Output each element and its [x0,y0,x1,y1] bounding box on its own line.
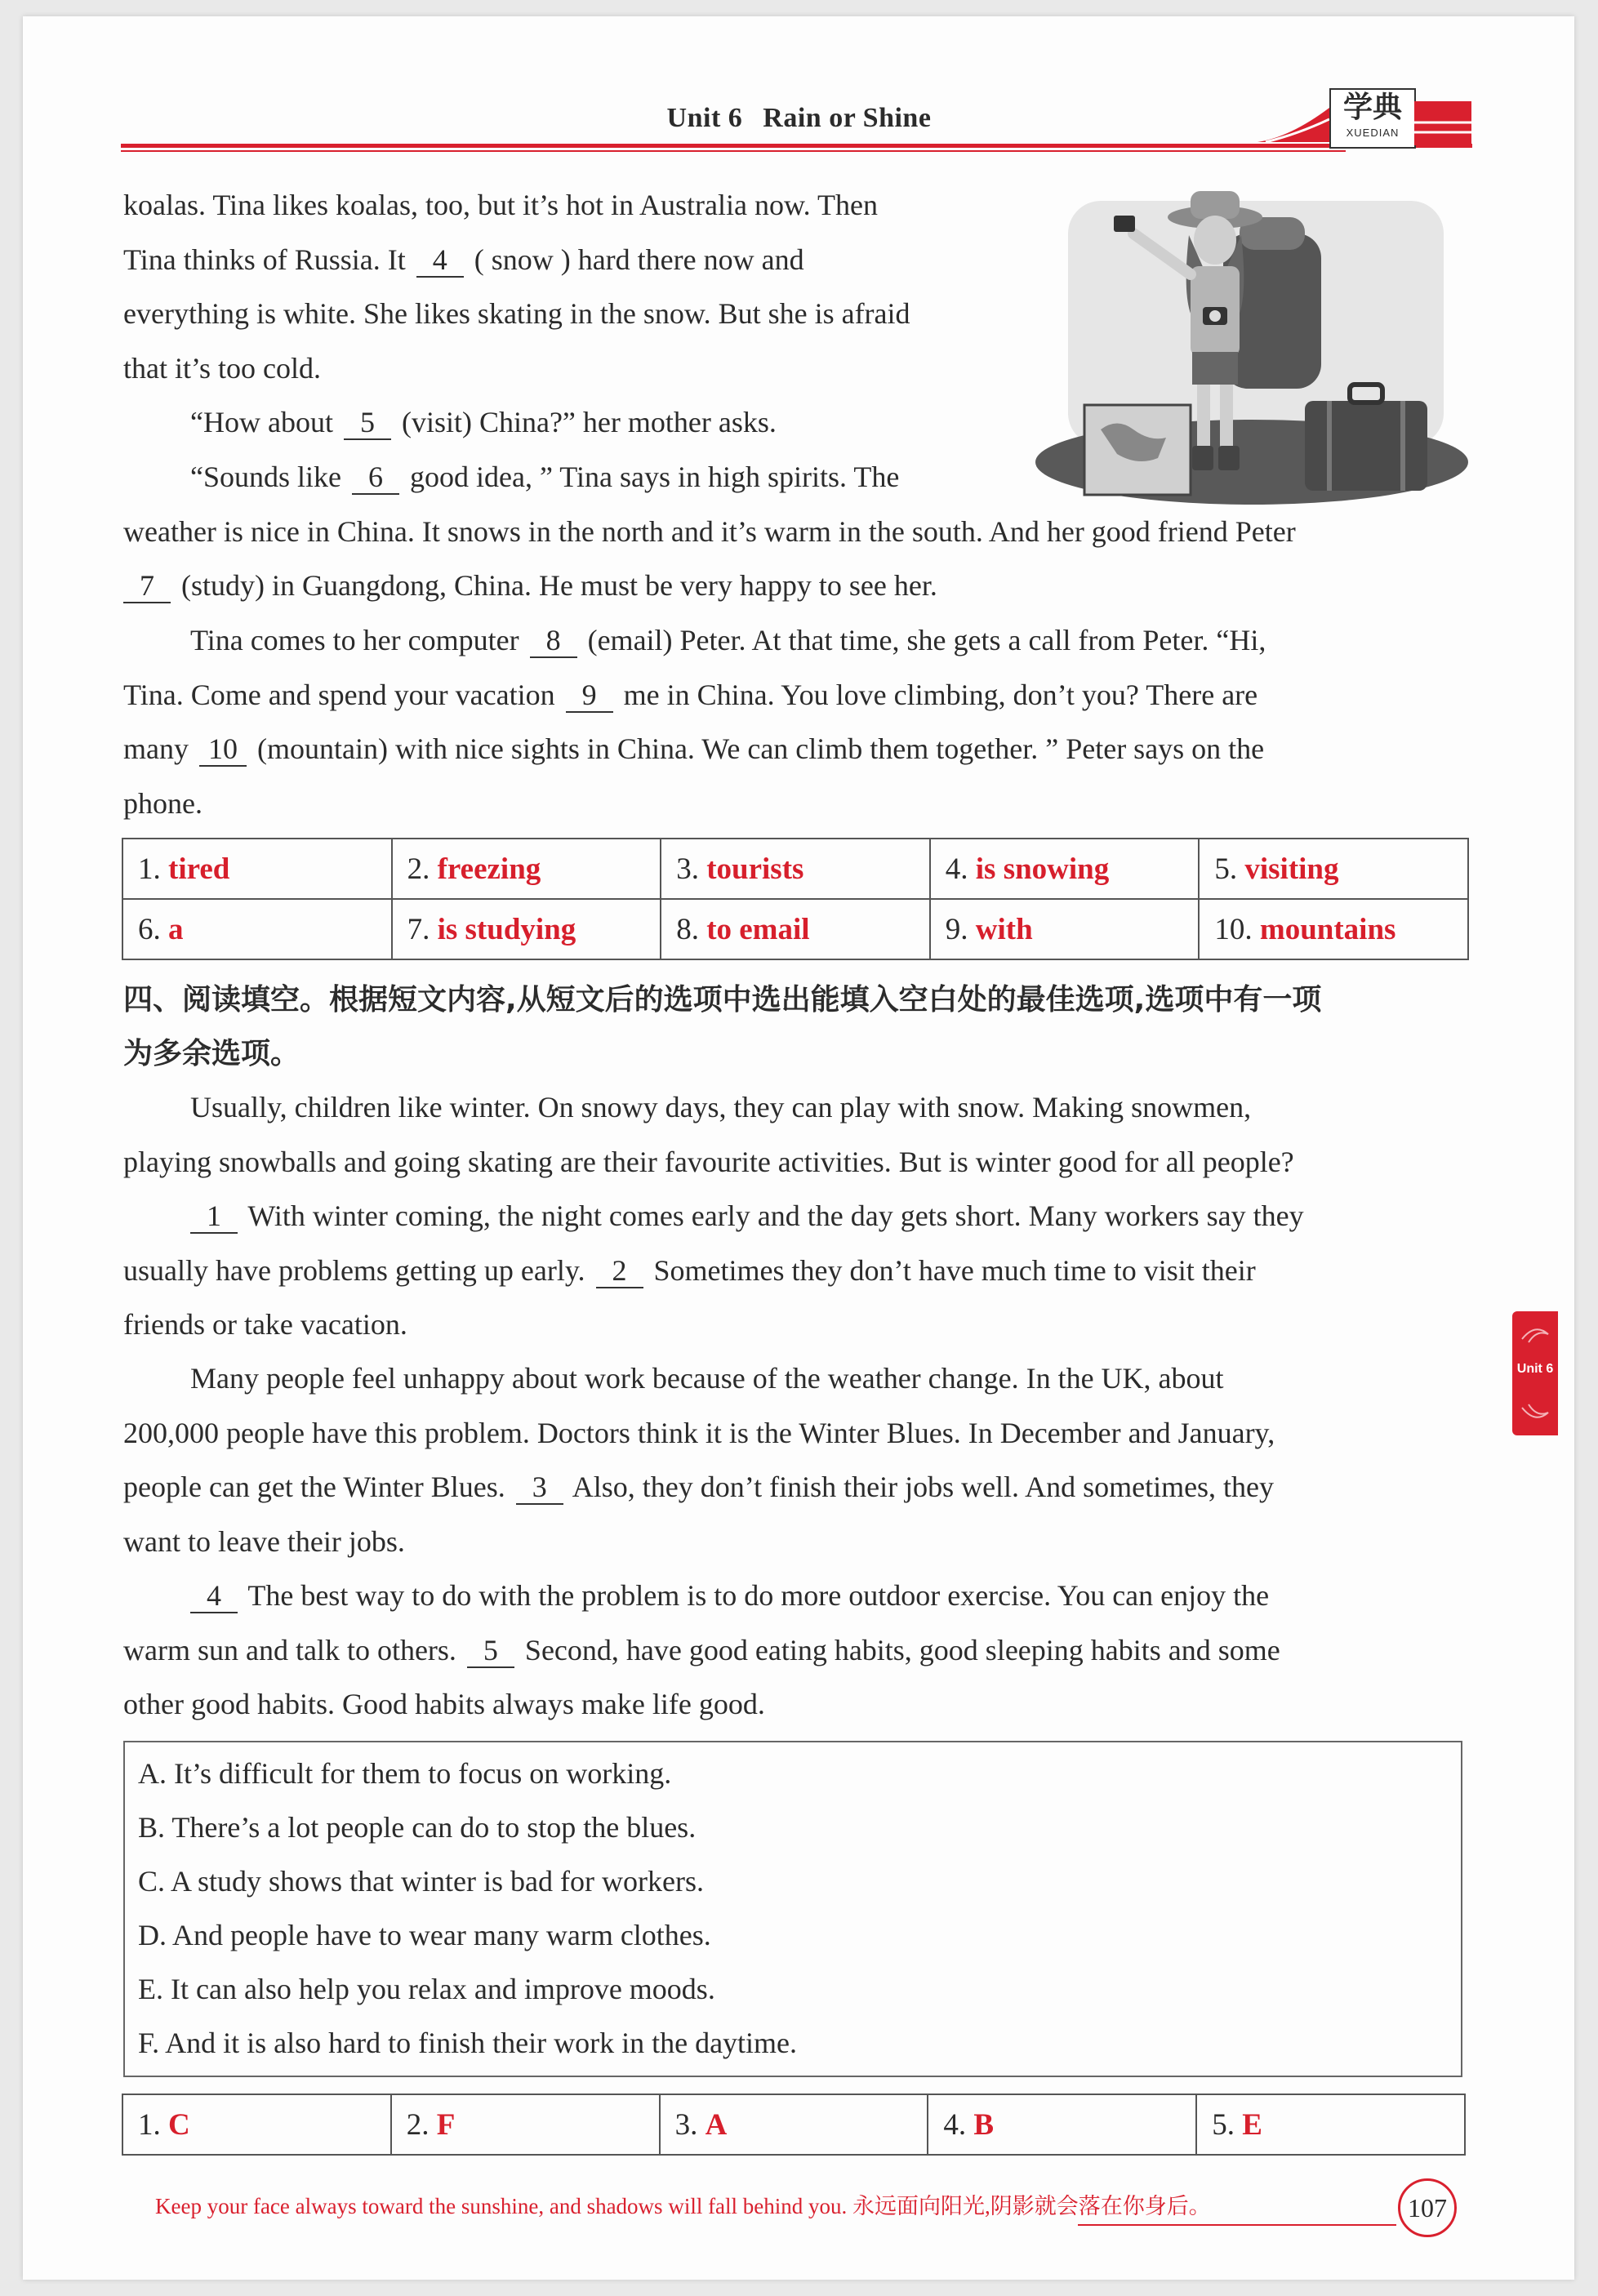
footer-rule [1078,2224,1396,2226]
text-fragment: With winter coming, the night comes early and the day gets short. Many workers say they [247,1199,1304,1232]
text-line: want to leave their jobs. [123,1524,405,1558]
option-b: B. There’s a lot people can do to stop the blues. [138,1811,697,1844]
option-e: E. It can also help you relax and improve moods. [138,1973,715,2005]
section-4-title [123,973,1471,1081]
logo [1329,88,1416,149]
passage1-paragraph3 [123,450,1468,613]
passage2-paragraph2 [123,1189,1468,1352]
text-fragment: (study) in Guangdong, China. He must be very happy to see her. [181,569,937,602]
answer-cell: 6. a [122,899,392,959]
text-line: phone. [123,786,203,820]
text-line: that it’s too cold. [123,351,321,385]
answer-cell: 7. is studying [392,899,661,959]
header-rule-thin [121,150,1346,152]
text-fragment: “Sounds like [190,461,341,493]
text-line: other good habits. Good habits always make life good. [123,1688,765,1720]
blank-7: 7 [123,569,171,603]
text-line [123,450,1015,505]
answer-cell: 8. to email [661,899,930,959]
text-fragment: me in China. You love climbing, don’t you? There are [623,678,1258,711]
text-line: Usually, children like winter. On snowy days, they can play with snow. Making snowmen, [190,1091,1252,1124]
text-fragment: (email) Peter. At that time, she gets a call from Peter. “Hi, [587,624,1266,656]
text-fragment: “How about [190,406,333,438]
answer-cell: 3. A [660,2094,928,2155]
table-row [122,839,1468,899]
blank-5: 5 [467,1634,514,1668]
text-fragment: Second, have good eating habits, good sleeping habits and some [524,1633,1280,1666]
text-fragment: usually have problems getting up early. [123,1253,585,1287]
table-row [122,2094,1465,2155]
text-line [123,1623,1468,1678]
text-line [123,1244,1468,1298]
text-fragment: (visit) China?” her mother asks. [401,406,777,438]
passage1-paragraph4 [123,613,1468,830]
side-tab-label: Unit 6 [1516,1362,1554,1376]
answer-cell: 5. visiting [1199,839,1468,899]
text-fragment: Tina comes to her computer [190,624,519,656]
answer-cell: 10. mountains [1199,899,1468,959]
blank-1: 1 [190,1199,238,1234]
text-line [123,668,1468,723]
blank-2: 2 [596,1254,643,1288]
answer-cell: 1. C [122,2094,391,2155]
ornament-icon [1520,1323,1550,1347]
text-fragment: The best way to do with the problem is to do more outdoor exercise. You can enjoy the [247,1579,1270,1612]
blank-4: 4 [416,243,464,278]
text-line: playing snowballs and going skating are their favourite activities. But is winter good for all people? [123,1145,1294,1178]
text-line [123,1189,1468,1244]
blank-10: 10 [199,732,247,767]
table-row [122,899,1468,959]
passage1-paragraph1 [123,178,1015,395]
answer-table-1 [122,838,1469,960]
option-d: D. And people have to wear many warm clothes. [138,1919,711,1951]
text-fragment: people can get the Winter Blues. [123,1471,505,1503]
blank-3: 3 [516,1471,563,1505]
section-title-line: 四、阅读填空。根据短文内容,从短文后的选项中选出能填入空白处的最佳选项,选项中有一项 [123,983,1322,1017]
text-line [123,233,1015,287]
text-line [123,1460,1468,1515]
option-a: A. It’s difficult for them to focus on working. [138,1757,672,1790]
blank-5: 5 [344,406,391,440]
passage2-paragraph1 [123,1080,1468,1189]
answer-cell: 2. F [391,2094,660,2155]
text-fragment: (mountain) with nice sights in China. We can climb them together. ” Peter says on the [256,732,1265,765]
page-number: 107 [1398,2178,1457,2237]
text-fragment: Tina. Come and spend your vacation [123,678,555,711]
text-fragment: ( snow ) hard there now and [474,243,804,276]
text-fragment: many [123,732,189,765]
logo-english: XUEDIAN [1346,127,1400,139]
logo-wing-icon [1257,96,1329,145]
passage2-paragraph4 [123,1568,1468,1732]
answer-cell: 2. freezing [392,839,661,899]
answer-cell: 1. tired [122,839,392,899]
answer-table-2 [122,2094,1466,2156]
text-line: weather is nice in China. It snows in the north and it’s warm in the south. And her good friend Peter [123,514,1296,548]
answer-cell: 4. is snowing [930,839,1200,899]
text-fragment: Sometimes they don’t have much time to visit their [653,1253,1256,1287]
blank-6: 6 [352,461,399,495]
text-line [123,558,1468,613]
text-line: everything is white. She likes skating in the snow. But she is afraid [123,297,910,330]
option-f: F. And it is also hard to finish their work in the daytime. [138,2027,798,2059]
answer-cell: 4. B [928,2094,1196,2155]
text-line [123,613,1468,668]
text-fragment: good idea, ” Tina says in high spirits. The [410,461,900,493]
ornament-icon [1520,1399,1550,1424]
answer-cell: 5. E [1196,2094,1465,2155]
passage1-paragraph2 [123,395,1015,450]
text-line: friends or take vacation. [123,1308,407,1341]
option-c: C. A study shows that winter is bad for workers. [138,1865,704,1898]
options-box [123,1741,1462,2077]
text-line: koalas. Tina likes koalas, too, but it’s hot in Australia now. Then [123,189,878,221]
text-line [123,1568,1468,1623]
text-fragment: Also, they don’t finish their jobs well. And sometimes, they [572,1471,1275,1503]
blank-8: 8 [530,624,577,658]
unit-label: Unit 6 [666,103,743,133]
logo-flag-icon [1414,98,1471,145]
text-line: Many people feel unhappy about work because of the weather change. In the UK, about [190,1362,1224,1395]
unit-side-tab [1512,1311,1558,1435]
footer-motto: Keep your face always toward the sunshine, and shadows will fall behind you. 永远面向阳光,阴影就会落在你身后。 [155,2194,1211,2218]
text-fragment: Tina thinks of Russia. It [123,243,406,276]
text-line [123,722,1468,776]
answer-cell: 9. with [930,899,1200,959]
section-title-line: 为多余选项。 [123,1037,300,1070]
text-line: 200,000 people have this problem. Doctors think it is the Winter Blues. In December and January, [123,1416,1275,1449]
blank-9: 9 [566,679,613,713]
blank-4: 4 [190,1579,238,1613]
unit-title: Rain or Shine [763,103,932,133]
answer-cell: 3. tourists [661,839,930,899]
phone-icon [1114,216,1135,232]
logo-chinese: 学典 [1342,91,1402,124]
passage2-paragraph3 [123,1351,1468,1568]
text-fragment: warm sun and talk to others. [123,1633,456,1666]
